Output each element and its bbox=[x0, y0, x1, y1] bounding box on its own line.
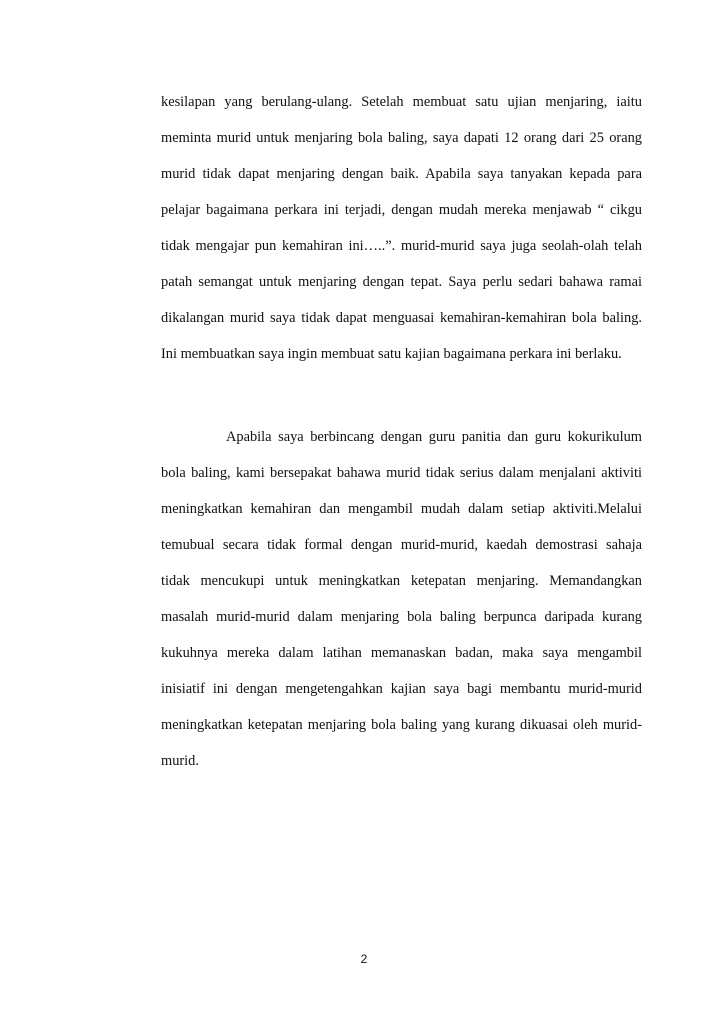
text-line: bola baling, kami bersepakat bahawa murid tidak serius dalam menjalani aktiviti bbox=[161, 465, 642, 481]
text-line: inisiatif ini dengan mengetengahkan kajian saya bagi membantu murid-murid bbox=[161, 681, 642, 697]
text-line: meminta murid untuk menjaring bola baling, saya dapati 12 orang dari 25 orang bbox=[161, 130, 642, 146]
page-number: 2 bbox=[360, 952, 368, 966]
text-line: tidak mengajar pun kemahiran ini…..”. murid-murid saya juga seolah-olah telah bbox=[161, 238, 642, 254]
text-line: Apabila saya berbincang dengan guru panitia dan guru kokurikulum bbox=[226, 429, 642, 445]
text-line: dikalangan murid saya tidak dapat menguasai kemahiran-kemahiran bola baling. bbox=[161, 310, 642, 326]
text-line: masalah murid-murid dalam menjaring bola baling berpunca daripada kurang bbox=[161, 609, 642, 625]
text-line: kesilapan yang berulang-ulang. Setelah membuat satu ujian menjaring, iaitu bbox=[161, 94, 642, 110]
text-line: meningkatkan ketepatan menjaring bola baling yang kurang dikuasai oleh murid- bbox=[161, 717, 642, 733]
text-line: tidak mencukupi untuk meningkatkan ketepatan menjaring. Memandangkan bbox=[161, 573, 642, 589]
text-line: murid tidak dapat menjaring dengan baik. Apabila saya tanyakan kepada para bbox=[161, 166, 642, 182]
text-line: kukuhnya mereka dalam latihan memanaskan badan, maka saya mengambil bbox=[161, 645, 642, 661]
text-line: meningkatkan kemahiran dan mengambil mudah dalam setiap aktiviti.Melalui bbox=[161, 501, 642, 517]
text-line: temubual secara tidak formal dengan murid-murid, kaedah demostrasi sahaja bbox=[161, 537, 642, 553]
text-line: murid. bbox=[161, 753, 199, 769]
text-line: patah semangat untuk menjaring dengan tepat. Saya perlu sedari bahawa ramai bbox=[161, 274, 642, 290]
text-line: Ini membuatkan saya ingin membuat satu kajian bagaimana perkara ini berlaku. bbox=[161, 346, 622, 362]
text-line: pelajar bagaimana perkara ini terjadi, dengan mudah mereka menjawab “ cikgu bbox=[161, 202, 642, 218]
